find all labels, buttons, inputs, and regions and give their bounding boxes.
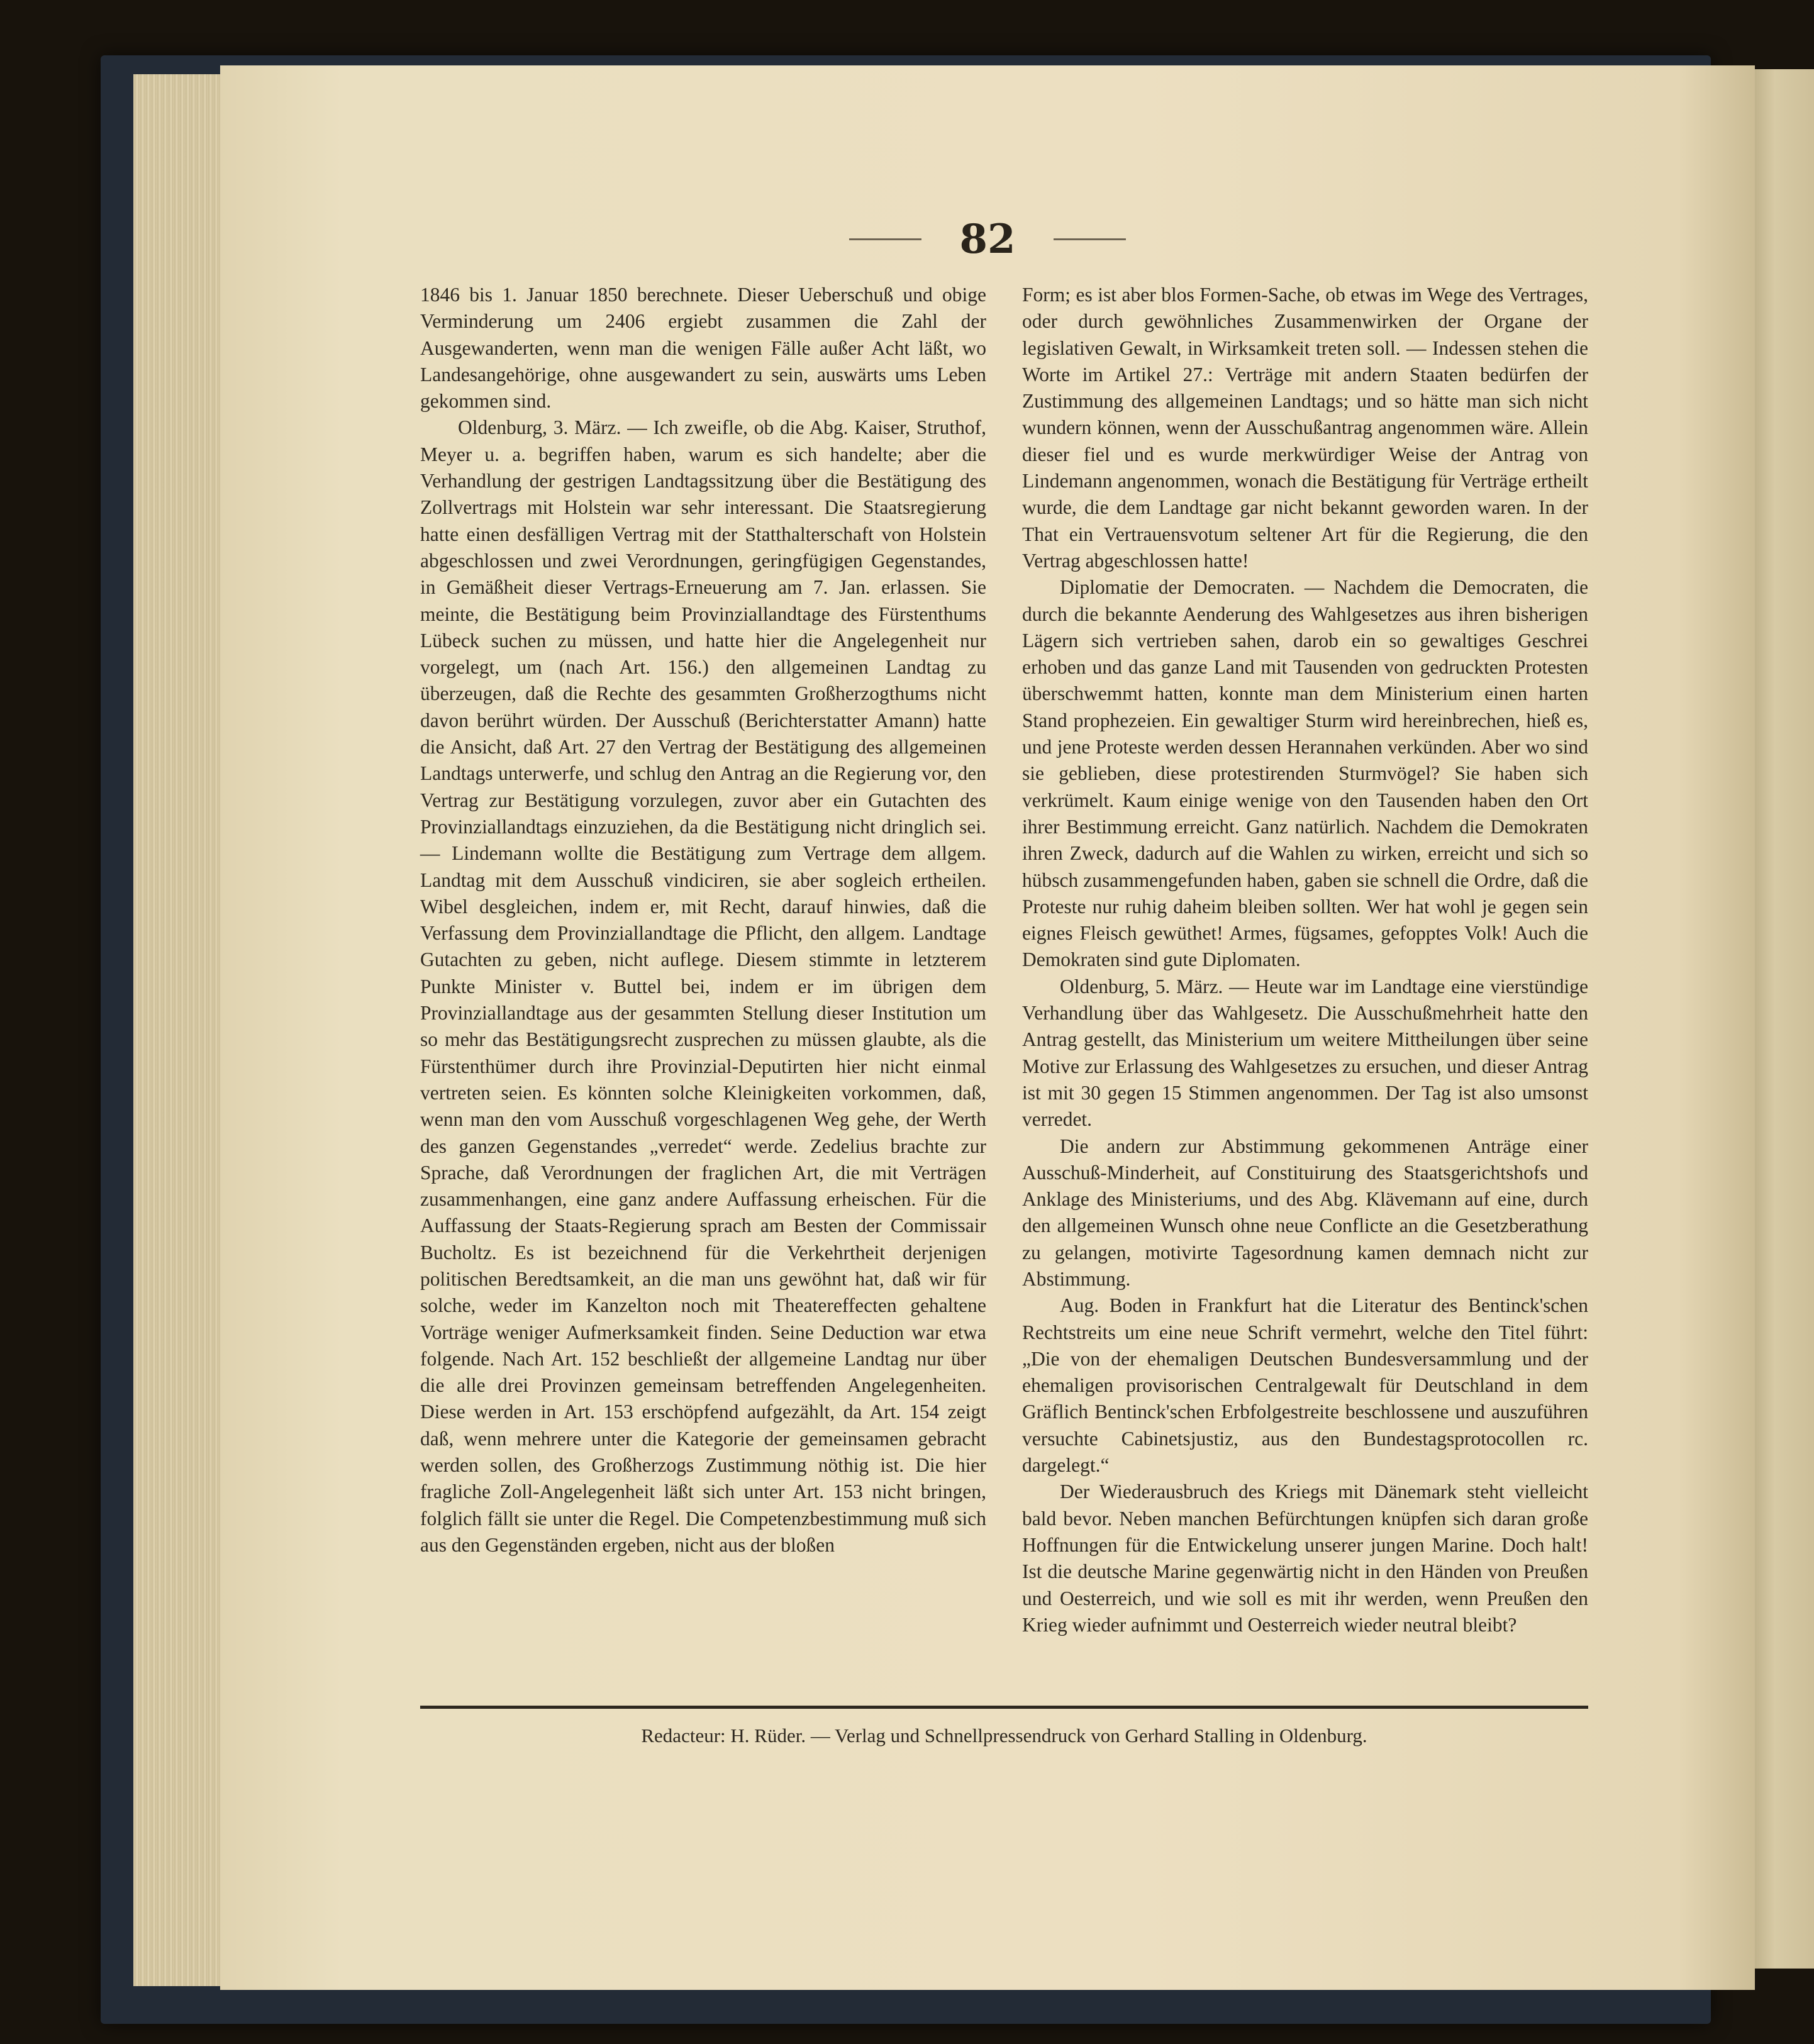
left-paragraph-2: Oldenburg, 3. März. — Ich zweifle, ob die Abg. Kaiser, Struthof, Meyer u. a. begriffen haben, warum es sich handelte; aber die Verhandlung der gestrigen Landtagssitzung über die Bestätigung des Zollvertrags mit Holstein war sehr interessant. Die Staatsregierung hatte einen desfälligen Vertrag mit der Statthalterschaft von Holstein abgeschlossen und zwei Verordnungen, geringfügigen Gegenstandes, in Gemäßheit dieser Vertrags-Erneuerung am 7. Jan. erlassen. Sie meinte, die Bestätigung beim Provinziallandtage des Fürstenthums Lübeck suchen zu müssen, und hatte hier die Angelegenheit nur vorgelegt, um (nach Art. 156.) den allgemeinen Landtag zu überzeugen, daß die Rechte des gesammten Großherzogthums nicht davon berührt würden. Der Ausschuß (Berichterstatter Amann) hatte die Ansicht, daß Art. 27 den Vertrag der Bestätigung des allgemeinen Landtags unterwerfe, und schlug den Antrag an die Regierung vor, den Vertrag zur Bestätigung vorzulegen, zuvor aber ein Gutachten des Provinziallandtags einzuziehen, da die Bestätigung nicht dringlich sei. — Lindemann wollte die Bestätigung zum Vertrage dem allgem. Landtag mit dem Ausschuß vindiciren, sie aber sogleich ertheilen. Wibel desgleichen, indem er, mit Recht, darauf hinwies, daß die Verfassung dem Provinziallandtage die Pflicht, den allgem. Landtage Gutachten zu geben, nicht auflege. Diesem stimmte in letzterem Punkte Minister v. Buttel bei, indem er im übrigen dem Provinziallandtage aus der gesammten Stellung dieser Institution um so mehr das Bestätigungsrecht zusprechen zu müssen glaubte, als die Fürstenthümer durch ihre Provinzial-Deputirten hier nicht einmal vertreten seien. Es könnten solche Kleinigkeiten vorkommen, daß, wenn man den vom Ausschuß vorgeschlagenen Weg gehe, der Werth des ganzen Gegenstandes „verredet“ werde. Zedelius brachte zur Sprache, daß Verordnungen der fraglichen Art, die mit Verträgen zusammenhangen, eine ganz andere Auffassung erheischen. Für die Auffassung der Staats-Regierung sprach am Besten der Commissair Bucholtz. Es ist bezeichnend für die Verkehrtheit derjenigen politischen Beredtsamkeit, an die man uns gewöhnt hat, daß wir für solche, weder im Kanzelton noch mit Theatereffecten gehaltene Vorträge weniger Aufmerksamkeit finden. Seine Deduction war etwa folgende. Nach Art. 152 beschließt der allgemeine Landtag nur über die alle drei Provinzen gemeinsam betreffenden Angelegenheiten. Diese werden in Art. 153 erschöpfend aufgezählt, da Art. 154 zeigt daß, wenn mehrere unter die Kategorie der gemeinsamen gebracht werden sollen, des Großherzogs Zustimmung nöthig ist. Die hier fragliche Zoll-Angelegenheit läßt sich unter Art. 153 nicht bringen, folglich fällt sie unter die Regel. Die Competenzbestimmung muß sich aus den Gegenständen ergeben, nicht aus der bloßen (420, 416, 986, 1556)
right-paragraph-1: Form; es ist aber blos Formen-Sache, ob etwas im Wege des Vertrages, oder durch gewöhnliches Zusammenwirken der Organe der legislativen Gewalt, in Wirksamkeit treten soll. — Indessen stehen die Worte im Artikel 27.: Verträge mit andern Staaten bedürfen der Zustimmung des allgemeinen Landtags; und so hätte man sich nicht wundern können, wenn der Ausschußantrag angenommen wäre. Allein dieser fiel und es wurde merkwürdiger Weise der Antrag von Lindemann angenommen, wonach die Bestätigung für Verträge ertheilt wurde, die dem Landtage gar nicht bekannt geworden waren. In der That ein Vertrauensvotum seltener Art für die Regierung, die den Vertrag abgeschlossen hatte! (1022, 284, 1588, 572)
right-paragraph-3: Oldenburg, 5. März. — Heute war im Landtage eine vierstündige Verhandlung über das Wahlgesetz. Die Ausschußmehrheit hatte den Antrag gestellt, das Ministerium um weitere Mittheilungen über seine Motive zur Erlassung des Wahlgesetzes zu ersuchen, und dieser Antrag ist mit 30 gegen 15 Stimmen angenommen. Der Tag ist also umsonst verredet. (1022, 975, 1588, 1131)
page-number: 82 (959, 215, 1016, 263)
left-column (420, 282, 986, 1684)
right-paragraph-6: Der Wiederausbruch des Kriegs mit Dänemark steht vielleicht bald bevor. Neben manchen Befürchtungen knüpfen sich daran große Hoffnungen für die Entwickelung unserer jungen Marine. Doch halt! Ist die deutsche Marine gegenwärtig nicht in den Händen von Preußen und Oesterreich, und wie soll es mit ihr werden, wenn Preußen den Krieg wieder aufnimmt und Oesterreich wieder neutral bleibt? (1022, 1480, 1588, 1636)
page-edges (133, 74, 228, 1986)
facing-page-edge (1749, 69, 1814, 1969)
footer-rule (420, 1706, 1588, 1709)
header-rule-right (1054, 238, 1126, 240)
imprint-footer: Redacteur: H. Rüder. — Verlag und Schnellpressendruck von Gerhard Stalling in Oldenburg. (641, 1725, 1367, 1747)
header-rule-left (849, 238, 921, 240)
right-column (1022, 282, 1588, 1684)
page-number-header (849, 211, 1126, 267)
right-paragraph-2: Diplomatie der Democraten. — Nachdem die Democraten, die durch die bekannte Aenderung des Wahlgesetzes aus ihren bisherigen Lägern sich vertrieben sahen, darob ein so gewaltiges Geschrei erhoben und das ganze Land mit Tausenden von gedruckten Protesten überschwemmt hatten, konnte man dem Ministerium einen harten Stand prophezeien. Ein gewaltiger Sturm wird hereinbrechen, hieß es, und jene Proteste werden dessen Herannahen verkünden. Aber wo sind sie geblieben, diese protestirenden Sturmvögel? Sie haben sich verkrümelt. Kaum einige wenige von den Tausenden haben den Ort ihrer Bestimmung erreicht. Ganz natürlich. Nachdem die Demokraten ihren Zweck, dadurch auf die Wahlen zu wirken, erreicht und sich so hübsch zusammengefunden haben, gaben sie schnell die Ordre, daß die Proteste nur ruhig daheim bleiben sollten. Wer hat wohl je gegen sein eignes Fleisch gewüthet! Armes, fügsames, gefopptes Volk! Auch die Demokraten sind gute Diplomaten. (1022, 576, 1588, 971)
right-paragraph-4: Die andern zur Abstimmung gekommenen Anträge einer Ausschuß-Minderheit, auf Constituirung des Staatsgerichtshofs und Anklage des Ministeriums, und des Abg. Klävemann auf eine, durch den allgemeinen Wunsch ohne neue Conflicte an die Gesetzberathung zu gelangen, motivirte Tagesordnung kamen demnach nicht zur Abstimmung. (1022, 1135, 1588, 1290)
right-paragraph-5: Aug. Boden in Frankfurt hat die Literatur des Bentinck'schen Rechtstreits um eine neue Schrift vermehrt, welche den Titel führt: „Die von der ehemaligen Deutschen Bundesversammlung und der ehemaligen provisorischen Centralgewalt für Deutschland in dem Gräflich Bentinck'schen Erbfolgestreite beschlossene und auszuführen versuchte Cabinetsjustiz, aus den Bundestagsprotocollen rc. dargelegt.“ (1022, 1294, 1588, 1477)
left-paragraph-1: 1846 bis 1. Januar 1850 berechnete. Dieser Ueberschuß und obige Verminderung um 2406 ergiebt zusammen die Zahl der Ausgewanderten, wenn man die wenigen Fälle außer Acht läßt, wo Landesangehörige, ohne ausgewandert zu sein, auswärts ums Leben gekommen sind. (420, 284, 986, 413)
